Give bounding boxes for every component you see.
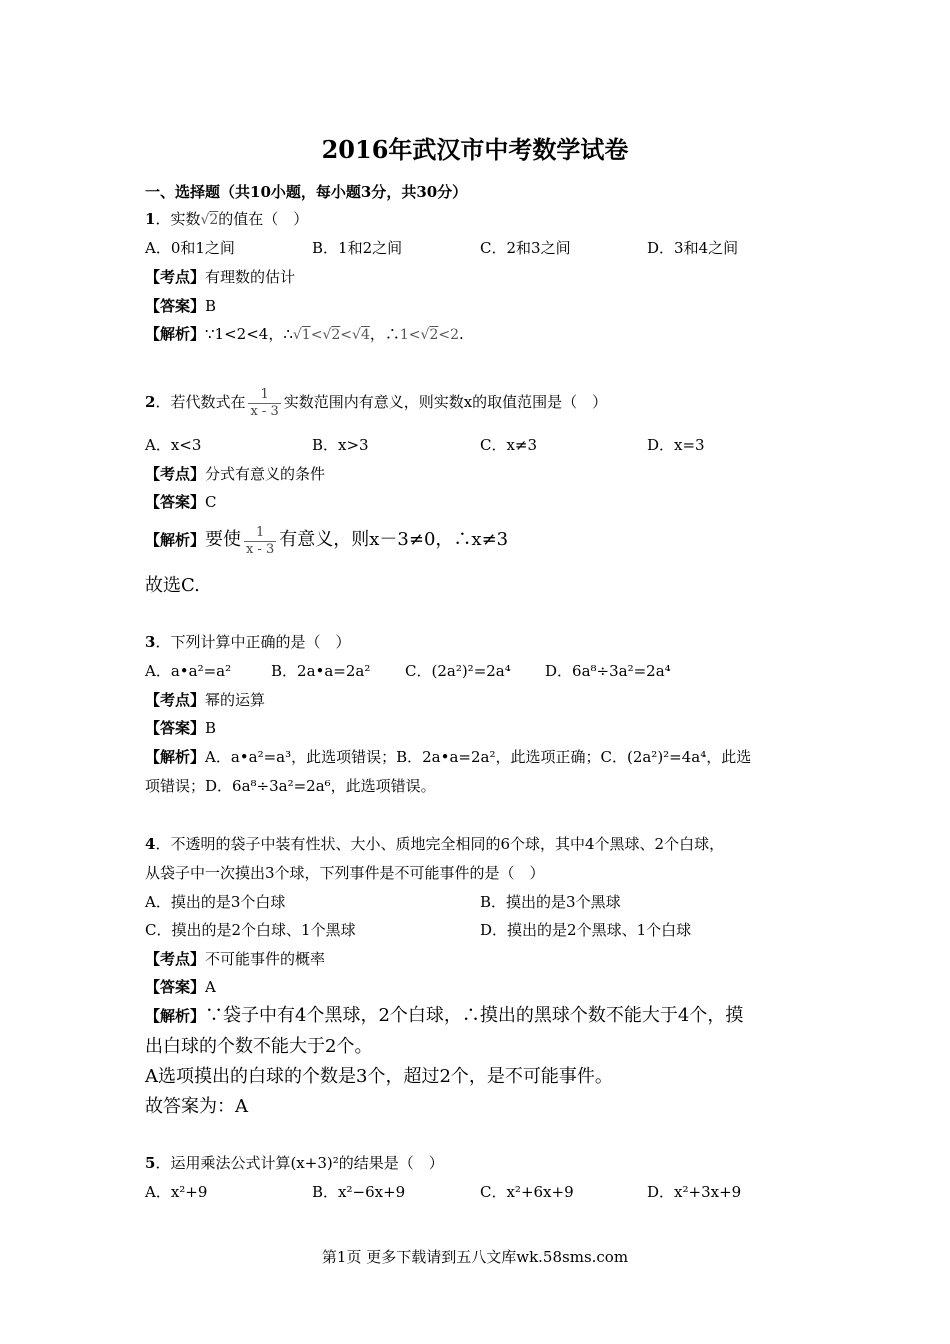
q2-number: 2 <box>145 393 156 411</box>
page-footer: 第1页 更多下载请到五八文库wk.58sms.com <box>321 1248 629 1266</box>
q4-option-a: A．摸出的是3个白球 <box>145 893 286 911</box>
q2-fraction: $\frac{1}{x - 3}$ <box>250 386 279 419</box>
q4-stem-line1: 4．不透明的袋子中装有性状、大小、质地完全相同的6个球，其中4个黑球、2个白球， <box>145 835 725 853</box>
q5-stem: 5．运用乘法公式计算(x+3)²的结果是（ ） <box>145 1154 444 1172</box>
q3-option-d: D．6a⁸÷3a²=2a⁴ <box>545 662 671 680</box>
q3-analysis-line1: 【解析】A．a•a²=a³，此选项错误；B．2a•a=2a²，此选项正确；C．(2a²)²=4a⁴，此选 <box>145 748 752 766</box>
q4-option-d: D．摸出的是2个黑球、1个白球 <box>480 921 692 939</box>
q5-option-b: B．x²−6x+9 <box>312 1183 406 1201</box>
q2-conclusion: 故选C. <box>145 575 200 596</box>
q3-analysis-line2: 项错误；D．6a⁸÷3a²=2a⁶，此选项错误。 <box>145 777 436 795</box>
q3-stem: 3．下列计算中正确的是（ ） <box>145 633 351 651</box>
q1-stem-suffix: 的值在（ ） <box>218 210 309 228</box>
q2-option-d: D．x=3 <box>647 436 705 454</box>
q4-option-b: B．摸出的是3个黑球 <box>480 893 621 911</box>
q1-sqrt: √2 <box>200 212 219 228</box>
q4-analysis-line2: 出白球的个数不能大于2个。 <box>145 1036 373 1057</box>
q1-stem <box>145 208 308 231</box>
q3-option-c: C．(2a²)²=2a⁴ <box>405 662 511 680</box>
q5-option-d: D．x²+3x+9 <box>647 1183 742 1201</box>
q3-option-a: A．a•a²=a² <box>145 662 232 680</box>
q1-stem-prefix: ．实数 <box>155 210 201 228</box>
q4-option-c: C．摸出的是2个白球、1个黑球 <box>145 921 356 939</box>
q4-kaodian: 【考点】不可能事件的概率 <box>145 950 326 968</box>
q1-answer: 【答案】B <box>145 297 217 315</box>
q1-analysis: 【解析】∵1<2<4，∴√1<√2<√4，∴1<√2<2. <box>145 325 464 343</box>
q3-number: 3 <box>145 633 156 651</box>
q1-option-c: C．2和3之间 <box>480 239 571 257</box>
q5-option-c: C．x²+6x+9 <box>480 1183 574 1201</box>
q5-option-a: A．x²+9 <box>145 1183 208 1201</box>
q4-analysis-line3: A选项摸出的白球的个数是3个，超过2个，是不可能事件。 <box>145 1066 613 1087</box>
q4-stem-line2: 从袋子中一次摸出3个球，下列事件是不可能事件的是（ ） <box>145 864 545 882</box>
q4-answer: 【答案】A <box>145 978 216 996</box>
q1-option-d: D．3和4之间 <box>647 239 739 257</box>
q2-kaodian: 【考点】分式有意义的条件 <box>145 465 326 483</box>
q3-kaodian: 【考点】幂的运算 <box>145 691 266 709</box>
q2-option-c: C．x≠3 <box>480 436 538 454</box>
q1-kaodian: 【考点】有理数的估计 <box>145 268 296 286</box>
section-heading: 一、选择题（共10小题，每小题3分，共30分） <box>145 183 468 201</box>
page-title: 2016年武汉市中考数学试卷 <box>321 135 629 164</box>
q4-analysis-line1: 【解析】∵袋子中有4个黑球，2个白球，∴摸出的黑球个数不能大于4个，摸 <box>145 1005 744 1026</box>
q5-number: 5 <box>145 1154 156 1172</box>
q3-option-b: B．2a•a=2a² <box>271 662 371 680</box>
q1-option-b: B．1和2之间 <box>312 239 403 257</box>
q2-option-a: A．x<3 <box>145 436 202 454</box>
q1-number: 1 <box>145 210 156 228</box>
q4-number: 4 <box>145 835 156 853</box>
q2-stem: 2．若代数式在 $\frac{1}{x - 3}$ 实数范围内有意义，则实数x的取值范围是（ ） <box>145 386 608 419</box>
q2-option-b: B．x>3 <box>312 436 369 454</box>
q1-option-a: A．0和1之间 <box>145 239 235 257</box>
q4-analysis-line4: 故答案为：A <box>145 1096 248 1117</box>
q2-answer: 【答案】C <box>145 493 217 511</box>
q3-answer: 【答案】B <box>145 719 217 737</box>
q2-analysis: 【解析】要使 $\frac{1}{x - 3}$ 有意义，则x－3≠0，∴x≠3 <box>145 524 509 557</box>
